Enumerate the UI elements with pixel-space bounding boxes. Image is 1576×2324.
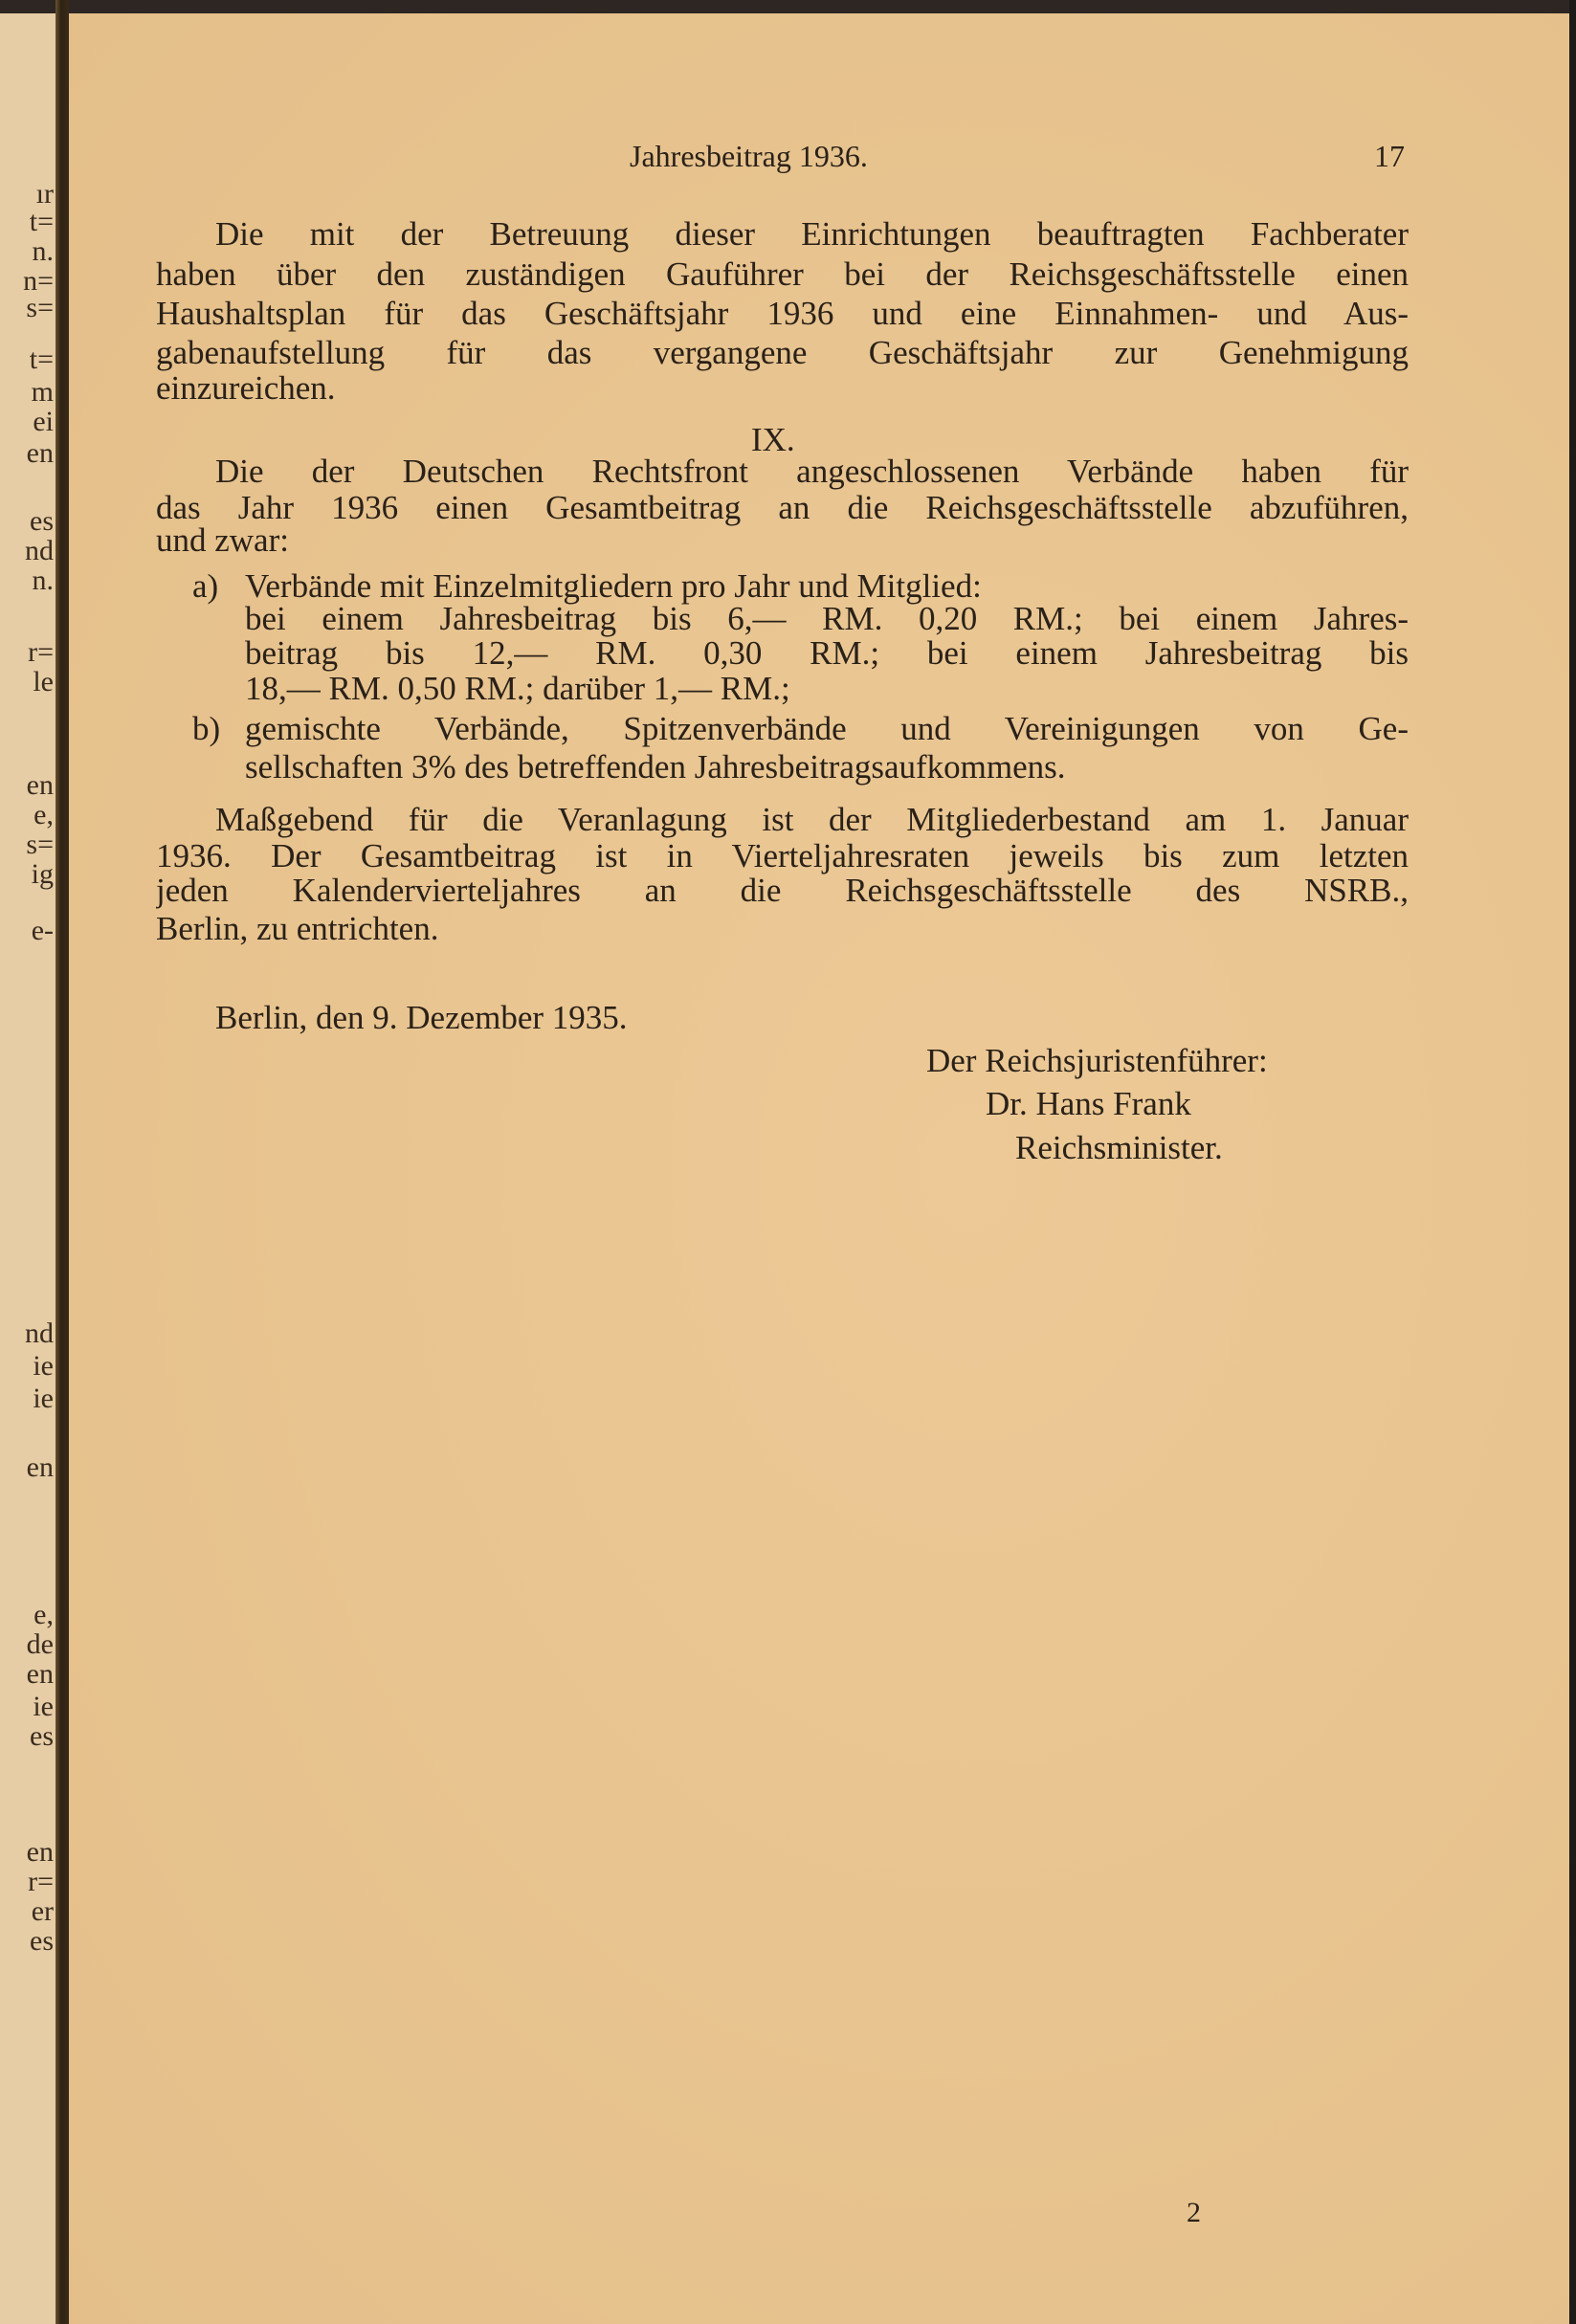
previous-page-fragment: t=: [29, 343, 54, 375]
previous-page-fragment: t=: [29, 206, 54, 237]
paragraph-1-line: gabenaufstellung für das vergangene Geschäftsjahr zur Genehmigung: [156, 334, 1409, 371]
previous-page-fragment: de: [26, 1628, 54, 1660]
paragraph-2-line: Die der Deutschen Rechtsfront angeschlossenen Verbände haben für: [215, 453, 1409, 490]
previous-page-fragment: n=: [23, 265, 54, 297]
signature-mark: 2: [1187, 2197, 1201, 2228]
signature-name: Dr. Hans Frank: [986, 1085, 1191, 1122]
previous-page-fragment: s=: [26, 292, 54, 323]
previous-page-fragment: ie: [33, 1350, 54, 1382]
item-a-line: bei einem Jahresbeitrag bis 6,— RM. 0,20 RM.; bei einem Jahres-: [245, 600, 1409, 637]
previous-page-fragment: e-: [31, 915, 54, 946]
paragraph-3-line: Maßgebend für die Veranlagung ist der Mitgliederbestand am 1. Januar: [215, 801, 1409, 838]
previous-page-fragment: es: [30, 1720, 54, 1752]
previous-page-fragment: es: [30, 505, 54, 537]
previous-page-fragment: ie: [33, 1691, 54, 1722]
page-number: 17: [1374, 139, 1405, 173]
item-a-marker: a): [192, 567, 219, 605]
previous-page-fragment: s=: [26, 829, 54, 860]
section-heading: IX.: [751, 421, 795, 458]
scan-right-edge: [1569, 0, 1576, 2324]
running-title: Jahresbeitrag 1936.: [630, 139, 868, 173]
previous-page-fragment: en: [26, 769, 54, 801]
item-b-line: sellschaften 3% des betreffenden Jahresbeitragsaufkommens.: [245, 748, 1066, 786]
previous-page-fragment: n.: [32, 564, 54, 596]
item-a-line: 18,— RM. 0,50 RM.; darüber 1,— RM.;: [245, 670, 790, 707]
item-b-marker: b): [192, 710, 221, 747]
previous-page-fragment: en: [26, 437, 54, 469]
date-line: Berlin, den 9. Dezember 1935.: [215, 999, 628, 1036]
book-spine-edge: [55, 0, 69, 2324]
previous-page-fragment: er: [31, 1895, 54, 1927]
previous-page-fragment: nd: [25, 535, 54, 566]
paragraph-3-line: Berlin, zu entrichten.: [156, 910, 439, 947]
previous-page-fragment: e,: [33, 799, 54, 830]
paragraph-3-line: jeden Kalendervierteljahres an die Reichsgeschäftsstelle des NSRB.,: [156, 872, 1409, 909]
previous-page-fragment: ei: [33, 406, 54, 437]
paragraph-3-line: 1936. Der Gesamtbeitrag ist in Vierteljahresraten jeweils bis zum letzten: [156, 837, 1409, 874]
paragraph-2-line: und zwar:: [156, 521, 289, 559]
item-a-line: Verbände mit Einzelmitgliedern pro Jahr und Mitglied:: [245, 567, 982, 605]
previous-page-fragment: en: [26, 1451, 54, 1483]
previous-page-fragment: ie: [33, 1383, 54, 1414]
item-b-line: gemischte Verbände, Spitzenverbände und Vereinigungen von Ge-: [245, 710, 1409, 747]
previous-page-fragment: n.: [32, 235, 54, 267]
previous-page-fragment: nd: [25, 1317, 54, 1349]
previous-page-fragment: le: [33, 666, 54, 697]
previous-page-fragment: ig: [31, 858, 54, 890]
previous-page-fragment: r=: [28, 636, 54, 668]
item-a-line: beitrag bis 12,— RM. 0,30 RM.; bei einem Jahresbeitrag bis: [245, 634, 1409, 672]
paragraph-1-line: haben über den zuständigen Gauführer bei der Reichsgeschäftsstelle einen: [156, 255, 1409, 293]
previous-page-fragment: es: [30, 1925, 54, 1957]
previous-page-fragment: r=: [28, 1866, 54, 1897]
previous-page-fragment: m: [31, 376, 54, 408]
signature-office: Reichsminister.: [1015, 1129, 1223, 1166]
previous-page-fragment: en: [26, 1658, 54, 1690]
previous-page-fragment: e,: [33, 1599, 54, 1630]
previous-page-fragment: ır: [35, 178, 54, 210]
paragraph-1-line: Haushaltsplan für das Geschäftsjahr 1936 und eine Einnahmen- und Aus-: [156, 295, 1409, 332]
paragraph-1-line: einzureichen.: [156, 369, 336, 407]
previous-page-fragment: en: [26, 1836, 54, 1868]
signature-title: Der Reichsjuristenführer:: [926, 1042, 1268, 1079]
scan-top-edge: [0, 0, 1576, 13]
paragraph-2-line: das Jahr 1936 einen Gesamtbeitrag an die Reichsgeschäftsstelle abzuführen,: [156, 489, 1409, 526]
paragraph-1-line: Die mit der Betreuung dieser Einrichtungen beauftragten Fachberater: [215, 215, 1409, 253]
